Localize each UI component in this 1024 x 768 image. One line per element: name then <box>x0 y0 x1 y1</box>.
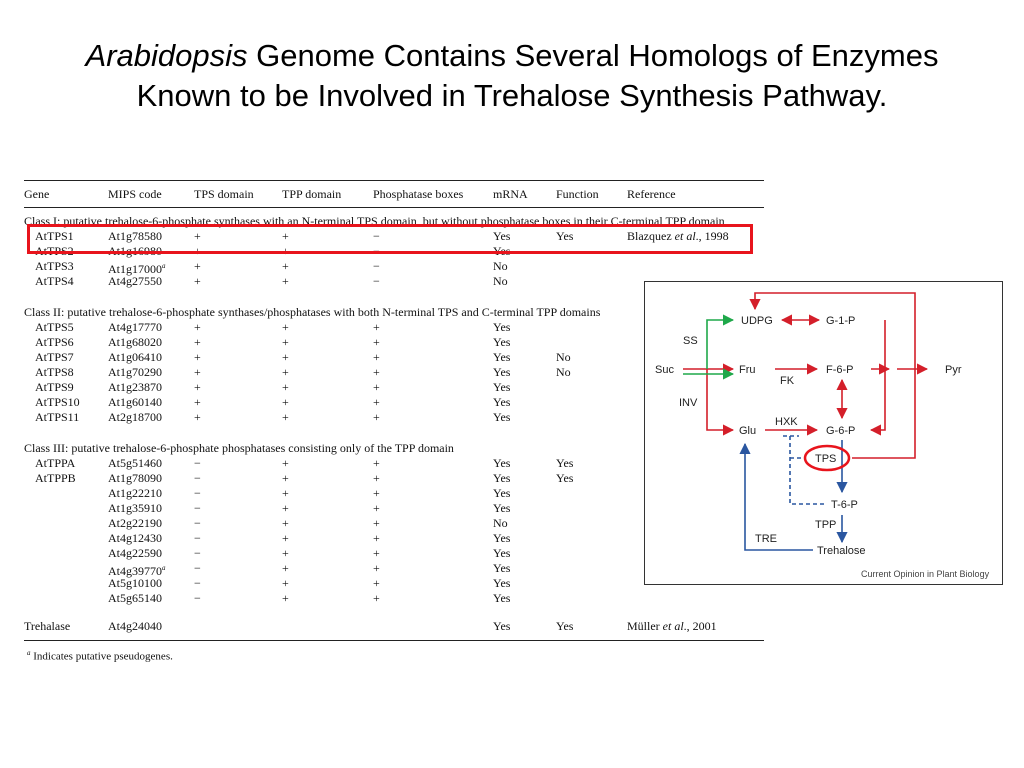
table-cell-tpp: + <box>282 365 289 379</box>
table-header-cell: TPS domain <box>194 187 254 201</box>
table-cell-mrna: Yes <box>493 335 511 349</box>
label-tpp: TPP <box>815 519 837 531</box>
table-cell-mips: At4g39770$^a$ <box>108 564 166 578</box>
table-cell-mrna: Yes <box>493 561 511 575</box>
table-cell-tpp: + <box>282 335 289 349</box>
table-cell-tps: + <box>194 410 201 424</box>
table-cell-boxes: + <box>373 531 380 545</box>
table-cell-tps: − <box>194 561 201 575</box>
table-cell-boxes: + <box>373 576 380 590</box>
table-cell-tpp: + <box>282 501 289 515</box>
green-arrows <box>683 320 733 374</box>
reference-author: Müller <box>627 619 663 633</box>
table-cell-tps: − <box>194 456 201 470</box>
label-fru: Fru <box>739 364 756 376</box>
table-cell-mrna: No <box>493 516 508 530</box>
table-cell-mips: At4g22590 <box>108 546 162 560</box>
table-cell-mrna: Yes <box>493 456 511 470</box>
title-line-2: Known to be Involved in Trehalose Synthesis Pathway. <box>136 78 888 113</box>
table-cell-mrna: Yes <box>493 350 511 364</box>
table-cell-tpp: + <box>282 259 289 273</box>
table-header-cell: Phosphatase boxes <box>373 187 464 201</box>
table-cell-mrna: Yes <box>493 486 511 500</box>
table-cell-tps: + <box>194 244 201 258</box>
table-cell-tpp: + <box>282 410 289 424</box>
label-f6p: F-6-P <box>826 364 854 376</box>
table-cell-gene: AtTPS6 <box>35 335 74 349</box>
table-cell-gene: AtTPS8 <box>35 365 74 379</box>
table-cell-tpp: + <box>282 456 289 470</box>
table-cell-gene: AtTPPB <box>35 471 76 485</box>
table-cell-mrna: Yes <box>493 619 511 633</box>
table-cell-mips: At4g12430 <box>108 531 162 545</box>
table-top-rule <box>24 180 764 181</box>
table-cell-mips: At4g24040 <box>108 619 162 633</box>
table-cell-boxes: + <box>373 471 380 485</box>
label-tps: TPS <box>815 453 837 465</box>
label-inv: INV <box>679 397 698 409</box>
footnote-marker: a <box>27 649 31 657</box>
label-trehalose: Trehalose <box>817 545 866 557</box>
table-cell-tps: − <box>194 546 201 560</box>
table-header-cell: TPP domain <box>282 187 342 201</box>
table-cell-func: Yes <box>556 471 574 485</box>
table-cell-tps: − <box>194 501 201 515</box>
trehalose-pathway-diagram <box>644 281 1003 585</box>
table-cell-tps: − <box>194 576 201 590</box>
class-3-label: Class III: putative trehalose-6-phosphate phosphatases consisting only of the TPP domain <box>24 441 454 455</box>
table-cell-mips: At1g06410 <box>108 350 162 364</box>
table-cell-boxes: − <box>373 229 380 243</box>
table-cell-mrna: Yes <box>493 546 511 560</box>
label-fk: FK <box>780 375 795 387</box>
table-header-cell: mRNA <box>493 187 528 201</box>
table-cell-tps: − <box>194 471 201 485</box>
arrow-ss-to-udpg <box>707 320 733 369</box>
table-cell-boxes: + <box>373 320 380 334</box>
table-cell-boxes: − <box>373 244 380 258</box>
table-cell-mips: At1g23870 <box>108 380 162 394</box>
table-cell-tps: + <box>194 274 201 288</box>
table-cell-tps: − <box>194 516 201 530</box>
table-cell-mrna: Yes <box>493 471 511 485</box>
table-cell-boxes: + <box>373 546 380 560</box>
title-italic-word: Arabidopsis <box>85 38 248 73</box>
table-bottom-rule <box>24 640 764 641</box>
table-header-cell: MIPS code <box>108 187 162 201</box>
table-cell-tpp: + <box>282 380 289 394</box>
table-cell-gene: AtTPS3 <box>35 259 74 273</box>
table-cell-func: Yes <box>556 229 574 243</box>
table-cell-func: No <box>556 365 571 379</box>
slide-title <box>0 36 1024 116</box>
table-cell-mips: At1g22210 <box>108 486 162 500</box>
table-cell-tps: + <box>194 229 201 243</box>
table-cell-func: Yes <box>556 456 574 470</box>
table-cell-tpp: + <box>282 486 289 500</box>
table-cell-mrna: Yes <box>493 410 511 424</box>
table-cell-boxes: + <box>373 365 380 379</box>
table-cell-gene: AtTPS11 <box>35 410 80 424</box>
table-cell-mips: At2g18700 <box>108 410 162 424</box>
table-cell-mrna: Yes <box>493 380 511 394</box>
table-cell-gene: AtTPPA <box>35 456 76 470</box>
table-cell-tps: + <box>194 259 201 273</box>
table-cell-mrna: Yes <box>493 229 511 243</box>
table-cell-mips: At4g17770 <box>108 320 162 334</box>
table-cell-gene: AtTPS1 <box>35 229 74 243</box>
table-cell-mips: At1g70290 <box>108 365 162 379</box>
table-cell-tpp: + <box>282 561 289 575</box>
table-cell-boxes: + <box>373 516 380 530</box>
table-cell-mips: At5g65140 <box>108 591 162 605</box>
reference-year: ., 2001 <box>683 619 717 633</box>
table-cell-gene: AtTPS9 <box>35 380 74 394</box>
table-cell-tps: − <box>194 486 201 500</box>
label-glu: Glu <box>739 425 757 437</box>
reference-author: Blazquez <box>627 229 675 243</box>
table-cell-boxes: − <box>373 259 380 273</box>
table-cell-gene: AtTPS7 <box>35 350 74 364</box>
table-cell-mips: At5g10100 <box>108 576 162 590</box>
table-cell-func: No <box>556 350 571 364</box>
table-cell-mips: At1g17000$^a$ <box>108 262 166 276</box>
table-cell-boxes: + <box>373 335 380 349</box>
label-ss: SS <box>683 335 698 347</box>
table-cell-tpp: + <box>282 274 289 288</box>
table-header-cell: Function <box>556 187 599 201</box>
table-cell-tpp: + <box>282 516 289 530</box>
arrow-inv-to-glu <box>707 369 733 430</box>
label-udpg: UDPG <box>741 315 773 327</box>
table-cell-mrna: Yes <box>493 501 511 515</box>
table-cell-tpp: + <box>282 320 289 334</box>
pathway-svg <box>645 282 1002 584</box>
table-cell-tps: + <box>194 320 201 334</box>
table-cell-boxes: + <box>373 501 380 515</box>
table-cell-mips: At1g68020 <box>108 335 162 349</box>
table-cell-mips: At1g78580 <box>108 229 162 243</box>
table-cell-tpp: + <box>282 531 289 545</box>
title-line-1-rest: Genome Contains Several Homologs of Enzymes <box>247 38 939 73</box>
title-line-1 <box>0 36 1024 76</box>
table-cell-tps: + <box>194 350 201 364</box>
footnote-marker: a <box>162 262 166 270</box>
table-cell-tpp: + <box>282 350 289 364</box>
label-t6p: T-6-P <box>831 499 858 511</box>
table-cell-tpp: + <box>282 395 289 409</box>
table-cell-tpp: + <box>282 591 289 605</box>
table-cell-boxes: + <box>373 456 380 470</box>
class-1-label: Class I: putative trehalose-6-phosphate synthases with an N-terminal TPS domain, but without phosphatase boxes in their C-terminal TPP domain <box>24 214 725 228</box>
table-header-rule <box>24 207 764 208</box>
reference-et-al: et al <box>662 619 684 633</box>
table-cell-gene: AtTPS5 <box>35 320 74 334</box>
arrow-g1p-g6p <box>871 320 885 430</box>
table-cell-mips: At1g16980 <box>108 244 162 258</box>
class-2-label: Class II: putative trehalose-6-phosphate synthases/phosphatases with both N-terminal TPS and C-terminal TPP domains <box>24 305 601 319</box>
table-cell-mrna: Yes <box>493 576 511 590</box>
table-cell-mips: At1g35910 <box>108 501 162 515</box>
table-cell-boxes: + <box>373 350 380 364</box>
table-cell-tps: + <box>194 365 201 379</box>
diagram-credit: Current Opinion in Plant Biology <box>861 569 990 579</box>
table-cell-boxes: + <box>373 591 380 605</box>
table-cell-mrna: No <box>493 259 508 273</box>
label-g6p: G-6-P <box>826 425 856 437</box>
table-cell-boxes: + <box>373 410 380 424</box>
table-cell-boxes: + <box>373 395 380 409</box>
label-hxk: HXK <box>775 416 798 428</box>
reference-year: ., 1998 <box>695 229 729 243</box>
highlight-box-attps1 <box>27 224 753 254</box>
table-cell-gene: AtTPS2 <box>35 244 74 258</box>
table-cell-tpp: + <box>282 244 289 258</box>
table-cell-tps: + <box>194 395 201 409</box>
table-cell-mips: At2g22190 <box>108 516 162 530</box>
label-g1p: G-1-P <box>826 315 856 327</box>
table-cell-tps: − <box>194 591 201 605</box>
table-cell-mrna: No <box>493 274 508 288</box>
table-cell-boxes: − <box>373 274 380 288</box>
table-cell-mips: At1g78090 <box>108 471 162 485</box>
footnote-marker: a <box>162 564 166 572</box>
label-suc: Suc <box>655 364 674 376</box>
table-header-cell: Gene <box>24 187 50 201</box>
table-cell-func: Yes <box>556 619 574 633</box>
table-cell-mrna: Yes <box>493 591 511 605</box>
table-cell-mips: At5g51460 <box>108 456 162 470</box>
table-cell-gene: Trehalase <box>24 619 71 633</box>
label-pyr: Pyr <box>945 364 962 376</box>
table-cell-mips: At1g60140 <box>108 395 162 409</box>
table-header-cell: Reference <box>627 187 676 201</box>
table-cell-mrna: Yes <box>493 531 511 545</box>
table-cell-gene: AtTPS10 <box>35 395 80 409</box>
footnote-text: Indicates putative pseudogenes. <box>30 650 173 663</box>
label-tre: TRE <box>755 533 777 545</box>
table-cell-tps: + <box>194 380 201 394</box>
table-cell-tpp: + <box>282 471 289 485</box>
table-cell-mrna: Yes <box>493 244 511 258</box>
table-cell-gene: AtTPS4 <box>35 274 74 288</box>
table-cell-mrna: Yes <box>493 395 511 409</box>
table-cell-reference <box>627 619 717 633</box>
table-cell-tps: + <box>194 335 201 349</box>
table-footnote <box>27 646 173 664</box>
table-cell-mrna: Yes <box>493 365 511 379</box>
reference-et-al: et al <box>674 229 696 243</box>
table-cell-mrna: Yes <box>493 320 511 334</box>
table-cell-boxes: + <box>373 380 380 394</box>
table-cell-mips: At4g27550 <box>108 274 162 288</box>
red-arrows <box>683 293 927 458</box>
table-cell-tpp: + <box>282 229 289 243</box>
table-cell-tps: − <box>194 531 201 545</box>
table-cell-boxes: + <box>373 561 380 575</box>
table-cell-boxes: + <box>373 486 380 500</box>
table-cell-tpp: + <box>282 546 289 560</box>
table-cell-tpp: + <box>282 576 289 590</box>
